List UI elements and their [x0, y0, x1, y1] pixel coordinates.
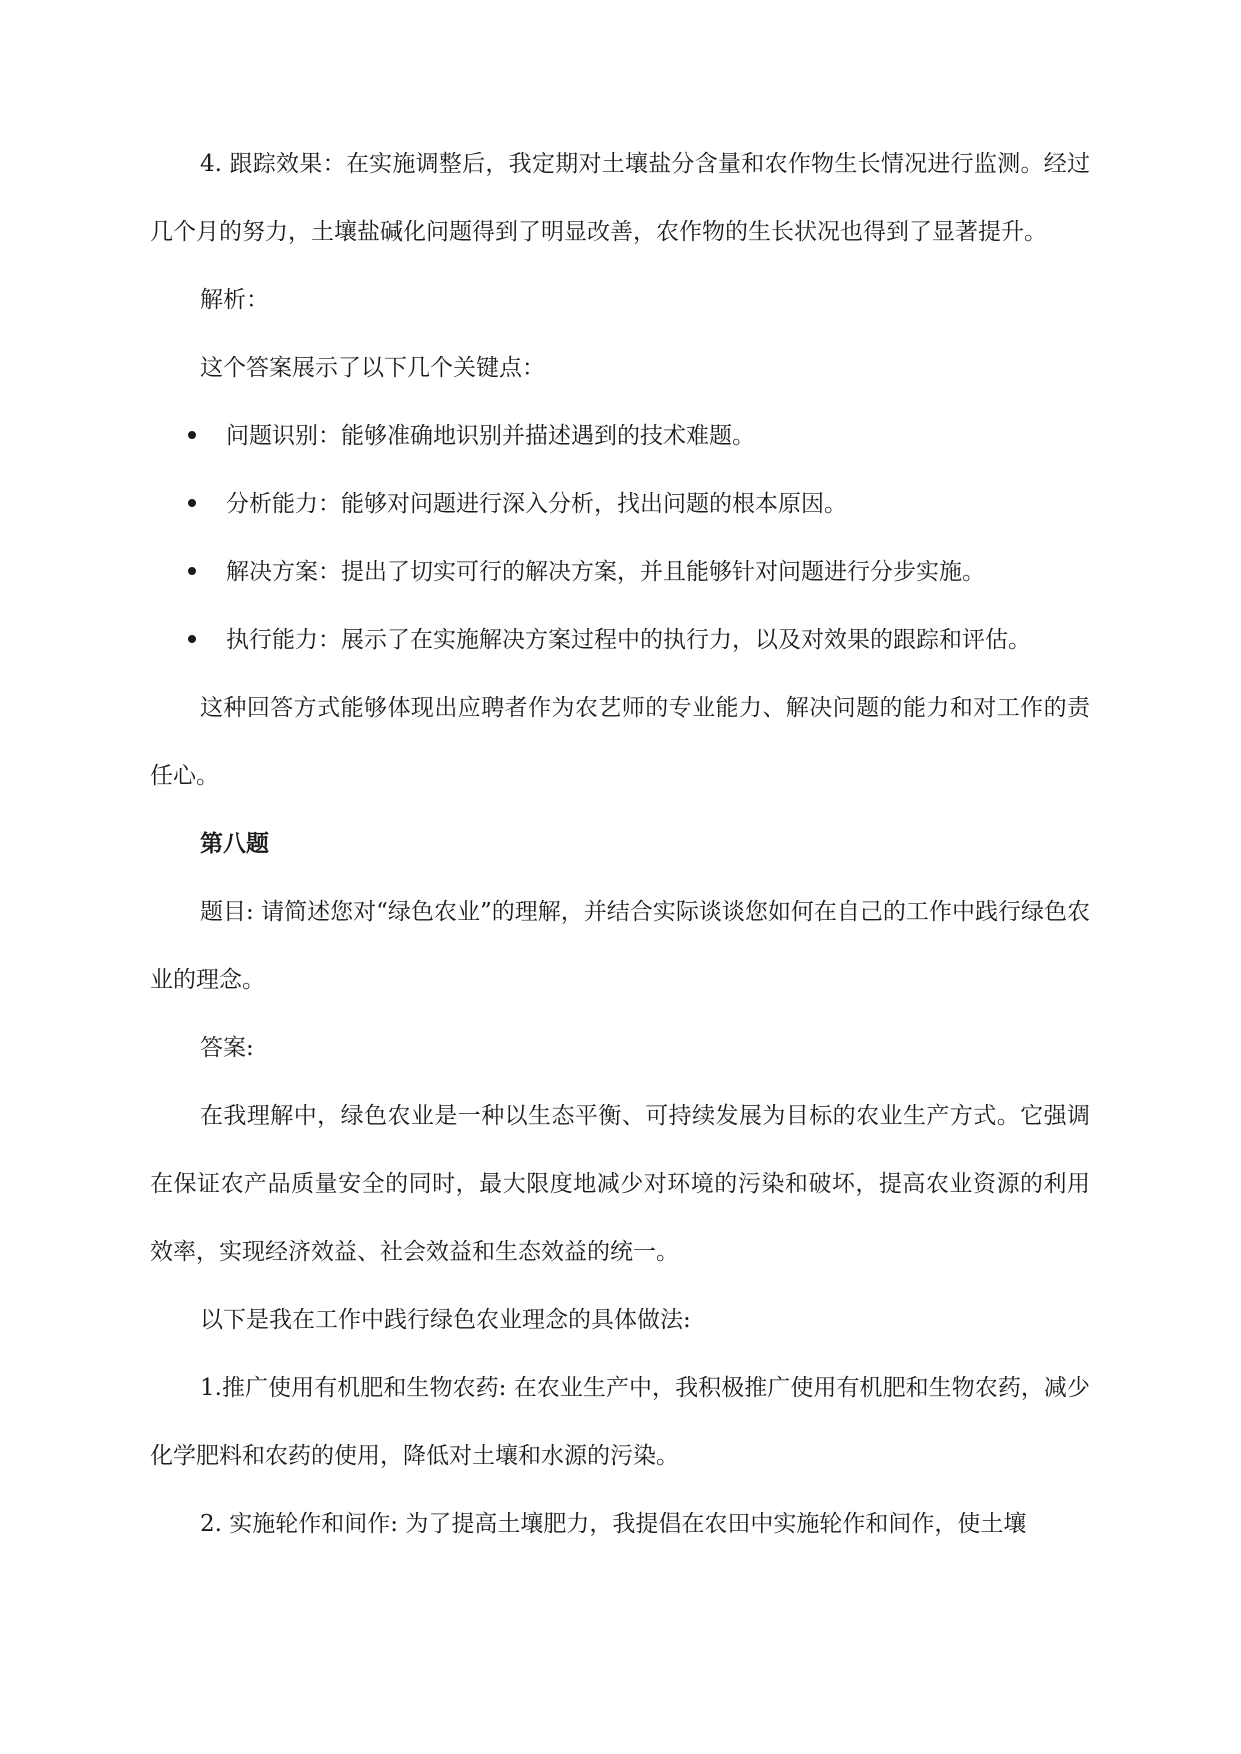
paragraph-tracking-effect: 4. 跟踪效果：在实施调整后，我定期对土壤盐分含量和农作物生长情况进行监测。经过几个月的努力，土壤盐碱化问题得到了明显改善，农作物的生长状况也得到了显著提升。 [150, 151, 1090, 245]
list-item [150, 470, 1090, 538]
list-item-text: 执行能力：展示了在实施解决方案过程中的执行力，以及对效果的跟踪和评估。 [226, 627, 1031, 653]
list-item [150, 402, 1090, 470]
question-paragraph: 题目: 请简述您对“绿色农业”的理解，并结合实际谈谈您如何在自己的工作中践行绿色农业的理念。 [150, 899, 1090, 993]
answer-paragraph-definition: 在我理解中，绿色农业是一种以生态平衡、可持续发展为目标的农业生产方式。它强调在保证农产品质量安全的同时，最大限度地减少对环境的污染和破坏，提高农业资源的利用效率，实现经济效益、社会效益和生态效益的统一。 [150, 1103, 1090, 1265]
answer-paragraph-organic-fertilizer: 1.推广使用有机肥和生物农药: 在农业生产中，我积极推广使用有机肥和生物农药，减少化学肥料和农药的使用，降低对土壤和水源的污染。 [150, 1375, 1090, 1469]
key-points-list [150, 402, 1090, 674]
bullet-icon [188, 431, 196, 439]
answer-paragraph-crop-rotation: 2. 实施轮作和间作: 为了提高土壤肥力，我提倡在农田中实施轮作和间作，使土壤 [200, 1511, 1027, 1537]
bullet-icon [188, 567, 196, 575]
list-item-text: 解决方案：提出了切实可行的解决方案，并且能够针对问题进行分步实施。 [226, 559, 985, 585]
list-item-text: 分析能力：能够对问题进行深入分析，找出问题的根本原因。 [226, 491, 847, 517]
section-heading: 第八题 [200, 830, 269, 857]
key-points-intro: 这个答案展示了以下几个关键点： [200, 355, 545, 381]
list-item [150, 538, 1090, 606]
bullet-icon [188, 499, 196, 507]
analysis-label: 解析： [200, 287, 269, 313]
answer-label: 答案: [200, 1035, 254, 1061]
bullet-icon [188, 635, 196, 643]
list-item-text: 问题识别：能够准确地识别并描述遇到的技术难题。 [226, 423, 755, 449]
summary-paragraph: 这种回答方式能够体现出应聘者作为农艺师的专业能力、解决问题的能力和对工作的责任心。 [150, 695, 1090, 789]
list-item [150, 606, 1090, 674]
document-body [150, 130, 1090, 1558]
answer-paragraph-intro: 以下是我在工作中践行绿色农业理念的具体做法: [200, 1307, 691, 1333]
